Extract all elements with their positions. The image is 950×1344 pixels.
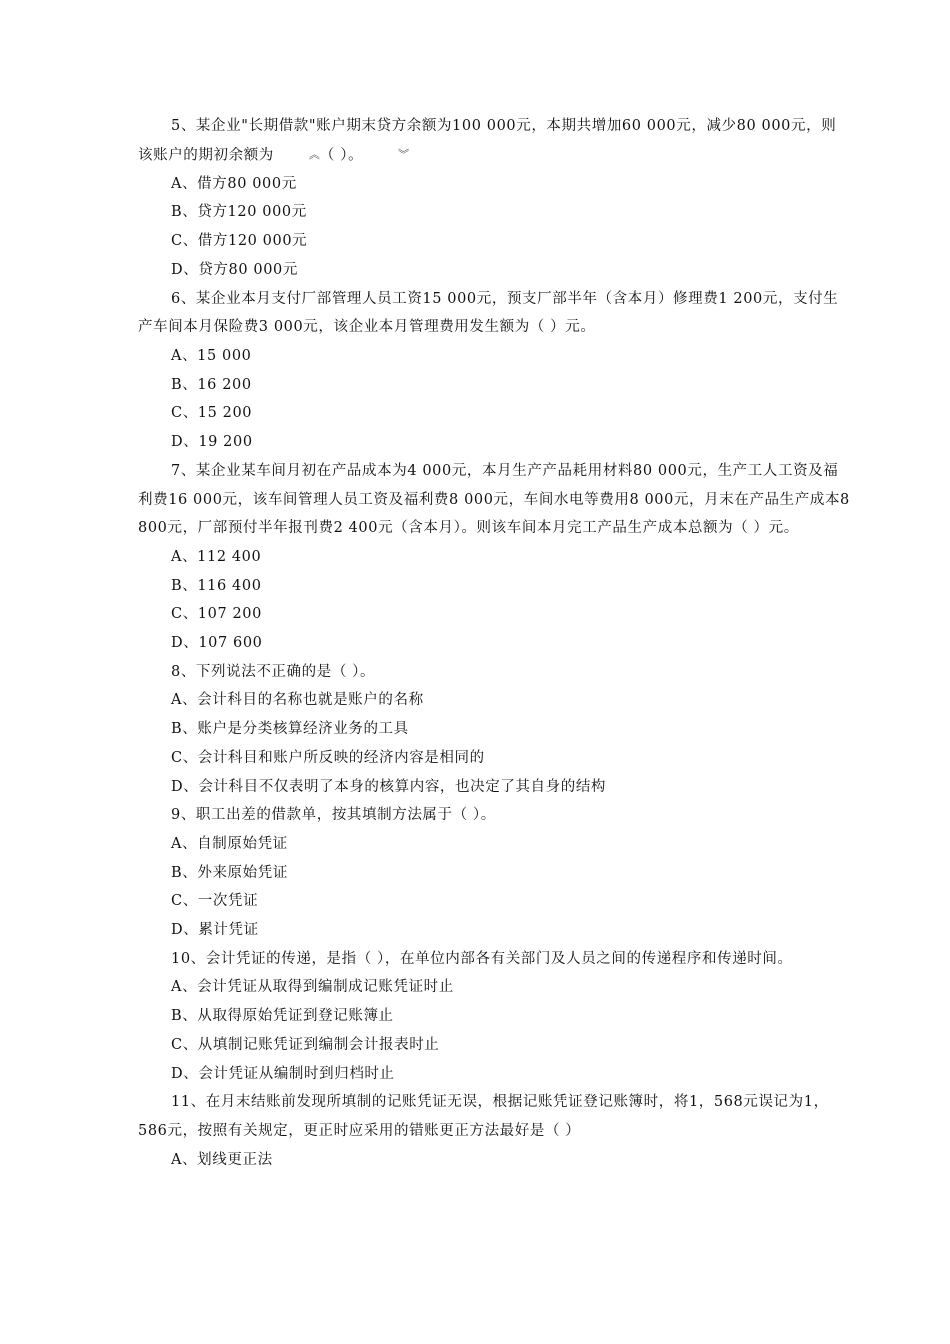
- question-stem: 9、职工出差的借款单，按其填制方法属于（ ）。: [171, 807, 496, 824]
- option-d: D、会计科目不仅表明了本身的核算内容，也决定了其自身的结构: [171, 778, 607, 795]
- option-c: C、会计科目和账户所反映的经济内容是相同的: [171, 749, 485, 766]
- option-b: B、从取得原始凭证到登记账簿止: [171, 1008, 394, 1025]
- option-list: [138, 686, 850, 801]
- question-stem: 8、下列说法不正确的是（ ）。: [171, 663, 376, 680]
- option-list: [138, 170, 850, 285]
- option-list: [138, 342, 850, 457]
- question-9: [138, 801, 850, 945]
- option-list: [138, 1146, 850, 1175]
- option-c: C、从填制记账凭证到编制会计报表时止: [171, 1036, 440, 1053]
- question-8: [138, 658, 850, 802]
- option-list: [138, 973, 850, 1088]
- option-c: C、15 200: [171, 405, 253, 422]
- option-b: B、账户是分类核算经济业务的工具: [171, 721, 409, 738]
- option-c: C、一次凭证: [171, 893, 259, 910]
- option-d: D、107 600: [171, 635, 263, 652]
- option-b: B、外来原始凭证: [171, 864, 288, 881]
- option-b: B、16 200: [171, 376, 252, 393]
- option-a: A、自制原始凭证: [171, 835, 288, 852]
- question-stem: 6、某企业本月支付厂部管理人员工资15 000元，预支厂部半年（含本月）修理费1 200元，支付生产车间本月保险费3 000元，该企业本月管理费用发生额为（ ）元。: [138, 290, 839, 336]
- question-6: [138, 285, 850, 457]
- option-d: D、会计凭证从编制时到归档时止: [171, 1065, 395, 1082]
- option-c: C、借方120 000元: [171, 233, 308, 250]
- question-stem: 10、会计凭证的传递，是指（ ），在单位内部各有关部门及人员之间的传递程序和传递时间。: [171, 950, 793, 967]
- question-7: [138, 457, 850, 658]
- question-stem-text: 5、某企业"长期借款"账户期末贷方余额为100 000元，本期共增加60 000元，减少80 000元，则该账户的期初余额为: [138, 118, 837, 164]
- option-a: A、借方80 000元: [171, 175, 297, 192]
- double-chevron-up-icon: ︽: [308, 147, 318, 161]
- option-list: [138, 830, 850, 945]
- option-a: A、会计科目的名称也就是账户的名称: [171, 692, 424, 709]
- option-b: B、贷方120 000元: [171, 204, 307, 221]
- option-d: D、累计凭证: [171, 922, 259, 939]
- option-d: D、贷方80 000元: [171, 261, 298, 278]
- option-d: D、19 200: [171, 434, 253, 451]
- option-a: A、会计凭证从取得到编制成记账凭证时止: [171, 979, 454, 996]
- double-chevron-down-icon: ︾: [398, 147, 408, 161]
- question-stem-tail: （ ）。: [319, 147, 364, 164]
- option-b: B、116 400: [171, 577, 262, 594]
- question-list: [138, 112, 850, 1174]
- question-10: [138, 945, 850, 1089]
- question-stem: 7、某企业某车间月初在产品成本为4 000元，本月生产产品耗用材料80 000元，生产工人工资及福利费16 000元，该车间管理人员工资及福利费8 000元，车间水电等费用8 000元，月末在产品生产成本8 800元，厂部预付半年报刊费2 400元（含本月）。则该车间本月完工产品生产成本总额为（ ）元。: [138, 462, 850, 537]
- question-stem: [138, 112, 850, 170]
- option-a: A、112 400: [171, 548, 262, 565]
- option-c: C、107 200: [171, 606, 262, 623]
- option-a: A、划线更正法: [171, 1151, 273, 1168]
- option-a: A、15 000: [171, 347, 252, 364]
- option-list: [138, 543, 850, 658]
- question-11: [138, 1088, 850, 1174]
- question-5: [138, 112, 850, 285]
- question-stem: 11、在月末结账前发现所填制的记账凭证无误，根据记账凭证登记账簿时，将1，568元误记为1，586元，按照有关规定，更正时应采用的错账更正方法最好是（ ）: [138, 1094, 829, 1139]
